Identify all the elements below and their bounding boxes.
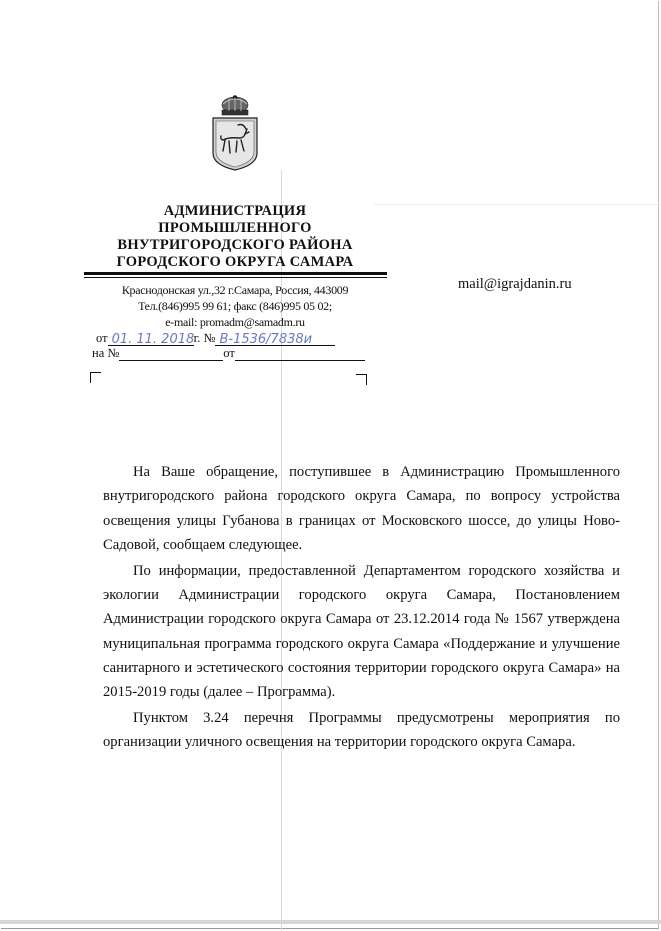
ref-from-label: от xyxy=(223,346,235,360)
from-label: от xyxy=(96,331,108,345)
outgoing-registration xyxy=(96,331,335,346)
organization-address xyxy=(80,282,390,330)
date-field xyxy=(108,332,194,346)
samara-coat-of-arms-icon xyxy=(209,95,261,171)
address-line: e-mail: promadm@samadm.ru xyxy=(165,315,305,329)
address-line: Краснодонская ул.,32 г.Самара, Россия, 443009 xyxy=(121,283,349,297)
org-name-line: ГОРОДСКОГО ОКРУГА САМАРА xyxy=(116,254,354,270)
org-name-line: ВНУТРИГОРОДСКОГО РАЙОНА xyxy=(117,237,353,253)
year-number-label: г. № xyxy=(193,331,216,345)
number-field xyxy=(215,332,335,346)
letter-body xyxy=(103,460,620,756)
address-window-corner xyxy=(356,374,367,385)
ref-number-field xyxy=(119,347,223,361)
address-window-corner xyxy=(90,372,101,383)
scan-bottom-edge xyxy=(0,920,661,924)
org-name-line: АДМИНИСТРАЦИЯ xyxy=(163,203,307,219)
handwritten-date: 01. 11. 2018 xyxy=(111,332,195,347)
header-rule xyxy=(84,277,387,278)
address-line: Тел.(846)995 99 61; факс (846)995 05 02; xyxy=(138,299,332,313)
org-name-line: ПРОМЫШЛЕННОГО xyxy=(158,220,312,236)
handwritten-number: В-1536/7838и xyxy=(219,332,313,347)
recipient-email: mail@igrajdanin.ru xyxy=(458,276,572,292)
reference-registration xyxy=(92,346,365,361)
body-paragraph: На Ваше обращение, поступившее в Администрацию Промышленного внутригородского района городского округа Самара, по вопросу устройства освещения улицы Губанова в границах от Московского шоссе, до улицы Ново-Садовой, сообщаем следующее. xyxy=(103,464,620,553)
organization-name xyxy=(96,203,374,271)
ref-date-field xyxy=(235,347,365,361)
body-paragraph: По информации, предоставленной Департаментом городского хозяйства и экологии Администрации городского округа Самара, Постановлением Администрации городского округа Самара от 23.12.2014 года № 1567 утверждена муниципальная программа городского округа Самара «Поддержание и улучшение санитарного и эстетического состояния территории городского округа Самара» на 2015-2019 годы (далее – Программа). xyxy=(103,562,620,701)
ref-number-label: на № xyxy=(92,346,120,360)
scan-fold-line xyxy=(374,204,661,205)
body-paragraph: Пунктом 3.24 перечня Программы предусмотрены мероприятия по организации уличного освещения на территории городского округа Самара. xyxy=(103,709,620,751)
header-rule xyxy=(84,272,387,275)
